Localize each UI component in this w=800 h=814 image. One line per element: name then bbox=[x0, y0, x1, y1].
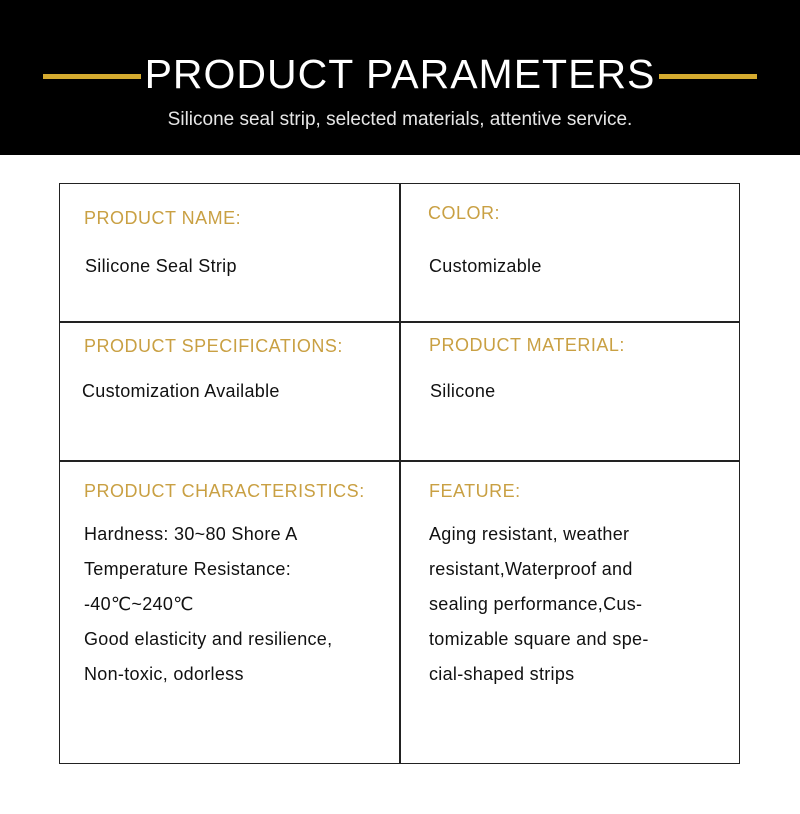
parameters-table bbox=[59, 183, 740, 764]
product-characteristics-list bbox=[84, 517, 332, 692]
characteristic-line: Good elasticity and resilience, bbox=[84, 629, 333, 649]
product-specifications-label: PRODUCT SPECIFICATIONS: bbox=[84, 336, 343, 356]
product-material-value: Silicone bbox=[430, 381, 496, 401]
feature-line: Aging resistant, weather bbox=[429, 524, 630, 544]
page-subtitle: Silicone seal strip, selected materials, attentive service. bbox=[167, 109, 633, 130]
characteristic-line: Non-toxic, odorless bbox=[84, 664, 244, 684]
product-material-label: PRODUCT MATERIAL: bbox=[429, 335, 625, 355]
feature-line: sealing performance,Cus- bbox=[429, 594, 643, 614]
color-label: COLOR: bbox=[428, 203, 501, 223]
product-name-value: Silicone Seal Strip bbox=[85, 256, 237, 276]
feature-line: tomizable square and spe- bbox=[429, 629, 649, 649]
row-divider bbox=[60, 321, 739, 323]
header-banner bbox=[0, 0, 800, 155]
page-title: PRODUCT PARAMETERS bbox=[144, 51, 656, 97]
product-characteristics-label: PRODUCT CHARACTERISTICS: bbox=[84, 481, 365, 501]
feature-line: cial-shaped strips bbox=[429, 664, 575, 684]
column-divider bbox=[399, 184, 401, 763]
characteristic-line: Temperature Resistance: bbox=[84, 559, 291, 579]
characteristic-line: Hardness: 30~80 Shore A bbox=[84, 524, 298, 544]
feature-label: FEATURE: bbox=[429, 481, 521, 501]
row-divider bbox=[60, 460, 739, 462]
color-value: Customizable bbox=[429, 256, 542, 276]
feature-line: resistant,Waterproof and bbox=[429, 559, 633, 579]
feature-list bbox=[429, 517, 649, 692]
product-specifications-value: Customization Available bbox=[82, 381, 280, 401]
characteristic-line: -40℃~240℃ bbox=[84, 594, 194, 614]
product-name-label: PRODUCT NAME: bbox=[84, 208, 242, 228]
